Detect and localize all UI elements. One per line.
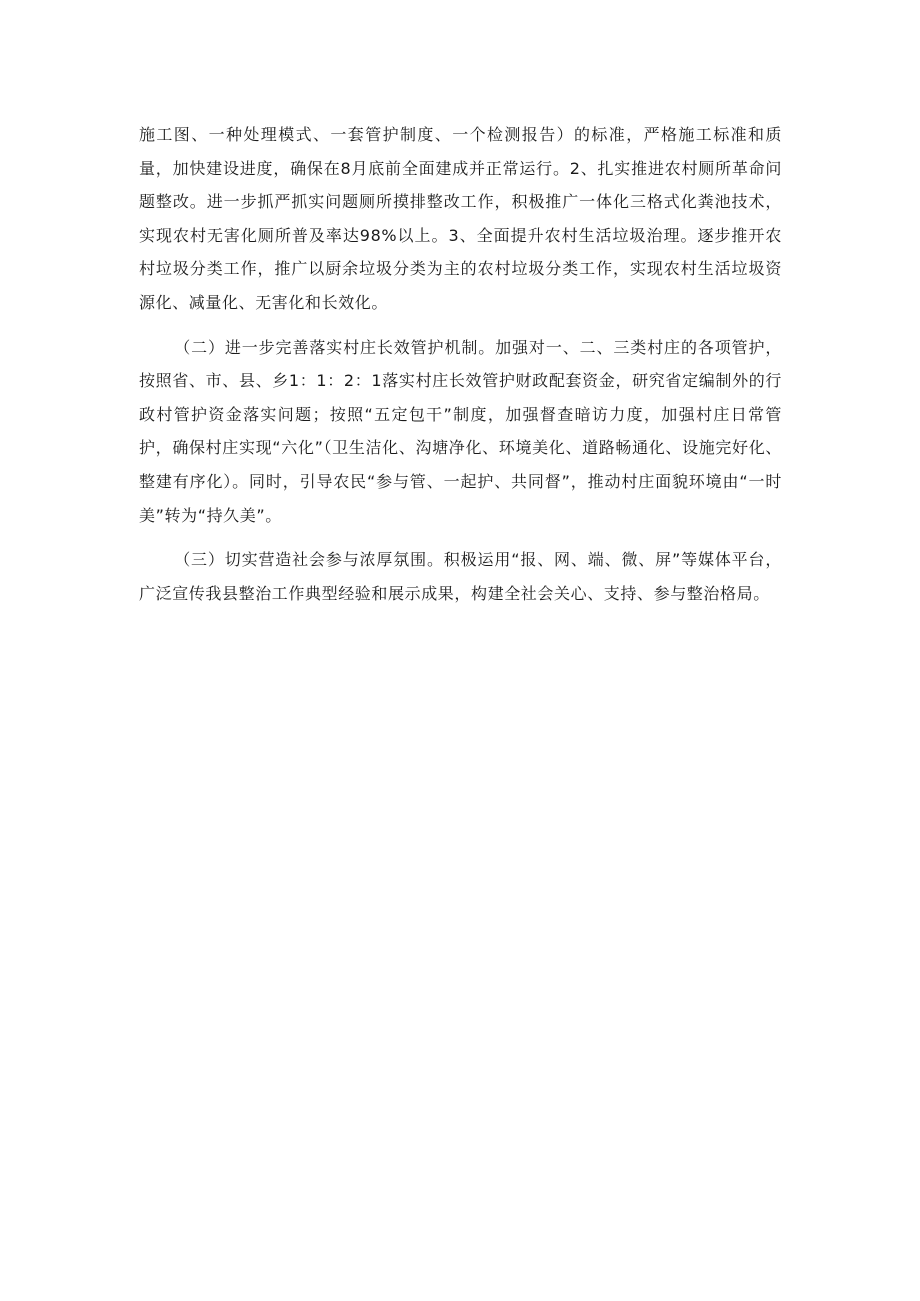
section-heading: （三）切实营造社会参与浓厚氛围。 (174, 550, 444, 570)
paragraph-section-two (139, 331, 782, 533)
paragraph-continuation (139, 118, 782, 320)
paragraph-text: 加强对一、二、三类村庄的各项管护，按照省、市、县、乡1：1：2：1落实村庄长效管护财政配套资金，研究省定编制外的行政村管护资金落实问题；按照“五定包干”制度，加强督查暗访力度，加强村庄日常管护，确保村庄实现“六化”（卫生洁化、沟塘净化、环境美化、道路畅通化、设施完好化、整建有序化）。同时，引导农民“参与管、一起护、共同督”，推动村庄面貌环境由“一时美”转为“持久美”。 (139, 337, 783, 525)
paragraph-gap (139, 532, 782, 543)
paragraph-text: 施工图、一种处理模式、一套管护制度、一个检测报告）的标准，严格施工标准和质量，加快建设进度，确保在8月底前全面建成并正常运行。2、扎实推进农村厕所革命问题整改。进一步抓严抓实问题厕所摸排整改工作，积极推广一体化三格式化粪池技术，实现农村无害化厕所普及率达98%以上。3、全面提升农村生活垃圾治理。逐步推开农村垃圾分类工作，推广以厨余垃圾分类为主的农村垃圾分类工作，实现农村生活垃圾资源化、减量化、无害化和长效化。 (139, 125, 782, 312)
paragraph-section-three (139, 543, 782, 610)
paragraph-gap (139, 320, 782, 331)
section-heading: （二）进一步完善落实村庄长效管护机制。 (174, 337, 496, 357)
paragraph-text: 积极运用“报、网、端、微、屏”等媒体平台，广泛宣传我县整治工作典型经验和展示成果，构建全社会关心、支持、参与整治格局。 (139, 550, 782, 603)
document-body (139, 118, 782, 610)
